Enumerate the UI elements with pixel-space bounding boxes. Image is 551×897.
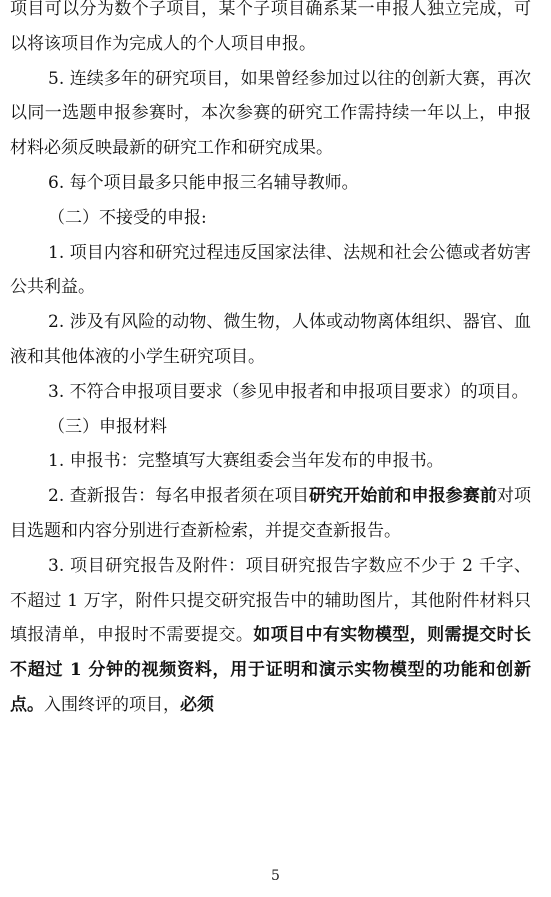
p3-seg0: （二）不接受的申报: [48, 207, 207, 228]
paragraph-10 [10, 549, 531, 723]
p10-seg3-bold: 必须 [180, 694, 214, 715]
paragraph-6 [10, 375, 531, 410]
paragraph-0 [10, 0, 531, 62]
paragraph-8 [10, 444, 531, 479]
p2-seg0: 6. 每个项目最多只能申报三名辅导教师。 [48, 172, 359, 193]
document-page [10, 0, 531, 723]
p5-seg0: 2. 涉及有风险的动物、微生物，人体或动物离体组织、器官、血液和其他体液的小学生研究项目。 [10, 312, 531, 367]
p1-seg0: 5. 连续多年的研究项目，如果曾经参加过以往的创新大赛，再次以同一选题申报参赛时，本次参赛的研究工作需持续一年以上，申报材料必须反映最新的研究工作和研究成果。 [10, 68, 531, 159]
paragraph-1 [10, 62, 531, 166]
p0-seg0: 项目可以分为数个子项目，某个子项目确系某一申报人独立完成，可以将该项目作为完成人的个人项目申报。 [10, 0, 531, 54]
p10-seg0: 3. 项目研究报告及附件：项目研究报告字数应不少于 2 千字、不超过 1 万字，附件只提交研究报告中的辅助图片，其他附件材料只填报清单，申报时不需要提交。 [10, 555, 531, 646]
p9-seg2: 对项目选题和内容分别进行查新检索，并提交查新报告。 [10, 486, 532, 541]
p10-seg2: 入围终评的项目， [44, 694, 180, 715]
page-number: 5 [271, 868, 280, 884]
p6-seg0: 3. 不符合申报项目要求（参见申报者和申报项目要求）的项目。 [48, 381, 529, 402]
paragraph-9 [10, 479, 531, 549]
p8-seg0: 1. 申报书：完整填写大赛组委会当年发布的申报书。 [48, 451, 444, 472]
paragraph-2 [10, 166, 531, 201]
section-heading-2 [10, 201, 531, 236]
p7-seg0: （三）申报材料 [48, 416, 167, 437]
paragraph-5 [10, 305, 531, 375]
p9-seg0: 2. 查新报告：每名申报者须在项目 [48, 486, 309, 507]
paragraph-4 [10, 236, 531, 306]
p10-seg1-bold: 如项目中有实物模型，则需提交时长不超过 1 分钟的视频资料，用于证明和演示实物模型的功能和创新点。 [10, 625, 532, 715]
section-heading-3 [10, 410, 531, 445]
p4-seg0: 1. 项目内容和研究过程违反国家法律、法规和社会公德或者妨害公共利益。 [10, 242, 531, 298]
p9-seg1-bold: 研究开始前和申报参赛前 [308, 486, 497, 507]
